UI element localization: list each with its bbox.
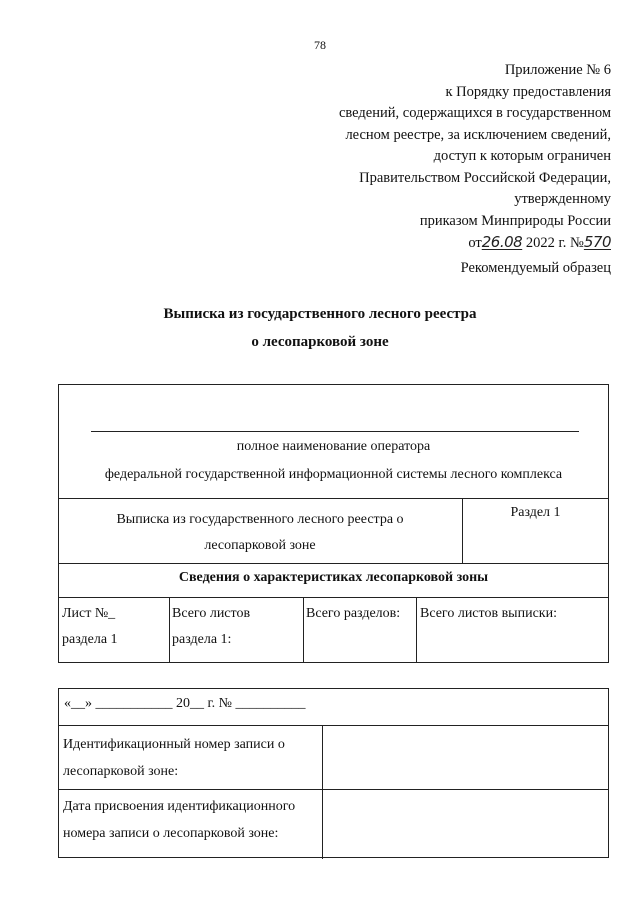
date-suffix: 2022 г. № bbox=[522, 235, 584, 251]
divider-vertical bbox=[322, 725, 323, 859]
assignment-date-label: Дата присвоения идентификационного bbox=[63, 799, 296, 814]
record-table bbox=[58, 688, 609, 858]
divider bbox=[59, 563, 608, 564]
total-sections-label: Всего разделов: bbox=[306, 606, 401, 621]
assignment-date-label-cell bbox=[63, 793, 321, 847]
divider bbox=[59, 789, 608, 790]
appendix-line: доступ к которым ограничен bbox=[433, 148, 611, 164]
divider bbox=[59, 498, 608, 499]
appendix-line: приказом Минприроды России bbox=[419, 212, 611, 229]
document-subtitle: о лесопарковой зоне bbox=[251, 334, 389, 350]
id-number-label: лесопарковой зоне: bbox=[63, 764, 179, 779]
appendix-block bbox=[339, 60, 611, 255]
appendix-line: Приложение № 6 bbox=[504, 62, 611, 78]
handwritten-number: 570 bbox=[583, 233, 611, 251]
divider-vertical bbox=[416, 597, 417, 663]
sheet-number-label: Лист №_ bbox=[62, 606, 116, 621]
total-sheets-label: раздела 1: bbox=[172, 632, 232, 647]
total-sheets-label: Всего листов bbox=[172, 606, 251, 621]
operator-caption-1: полное наименование оператора bbox=[236, 439, 431, 454]
handwritten-date: 26.08 bbox=[481, 233, 523, 251]
record-date-row: «__» ___________ 20__ г. № __________ bbox=[64, 696, 306, 711]
appendix-line: утвержденному bbox=[514, 191, 611, 207]
extract-title-line: Выписка из государственного лесного реестра о bbox=[116, 512, 404, 527]
extract-title-cell bbox=[59, 507, 461, 559]
section-label: Раздел 1 bbox=[510, 505, 561, 520]
total-sheets-cell bbox=[172, 601, 300, 653]
divider-vertical bbox=[169, 597, 170, 663]
order-date-line bbox=[339, 232, 611, 255]
total-extract-sheets-label: Всего листов выписки: bbox=[420, 606, 557, 621]
extract-header-table bbox=[58, 384, 609, 663]
appendix-line: сведений, содержащихся в государственном bbox=[338, 105, 611, 121]
sheet-number-cell bbox=[62, 601, 167, 653]
divider-vertical bbox=[303, 597, 304, 663]
extract-title-line: лесопарковой зоне bbox=[204, 538, 316, 553]
id-number-label-cell bbox=[63, 731, 321, 785]
date-prefix: от bbox=[468, 235, 482, 251]
assignment-date-label: номера записи о лесопарковой зоне: bbox=[63, 826, 279, 841]
sheet-number-label: раздела 1 bbox=[62, 632, 118, 647]
id-number-label: Идентификационный номер записи о bbox=[63, 737, 285, 752]
characteristics-header: Сведения о характеристиках лесопарковой зоны bbox=[178, 570, 489, 585]
recommended-sample-label: Рекомендуемый образец bbox=[460, 260, 611, 276]
appendix-line: лесном реестре, за исключением сведений, bbox=[345, 126, 611, 143]
appendix-line: Правительством Российской Федерации, bbox=[359, 169, 611, 186]
appendix-line: к Порядку предоставления bbox=[445, 83, 611, 100]
page-number: 78 bbox=[314, 38, 326, 52]
operator-caption-2: федеральной государственной информационной системы лесного комплекса bbox=[104, 467, 563, 482]
document-title: Выписка из государственного лесного реестра bbox=[163, 306, 477, 322]
divider bbox=[59, 725, 608, 726]
operator-name-line bbox=[91, 431, 579, 432]
divider bbox=[59, 597, 608, 598]
